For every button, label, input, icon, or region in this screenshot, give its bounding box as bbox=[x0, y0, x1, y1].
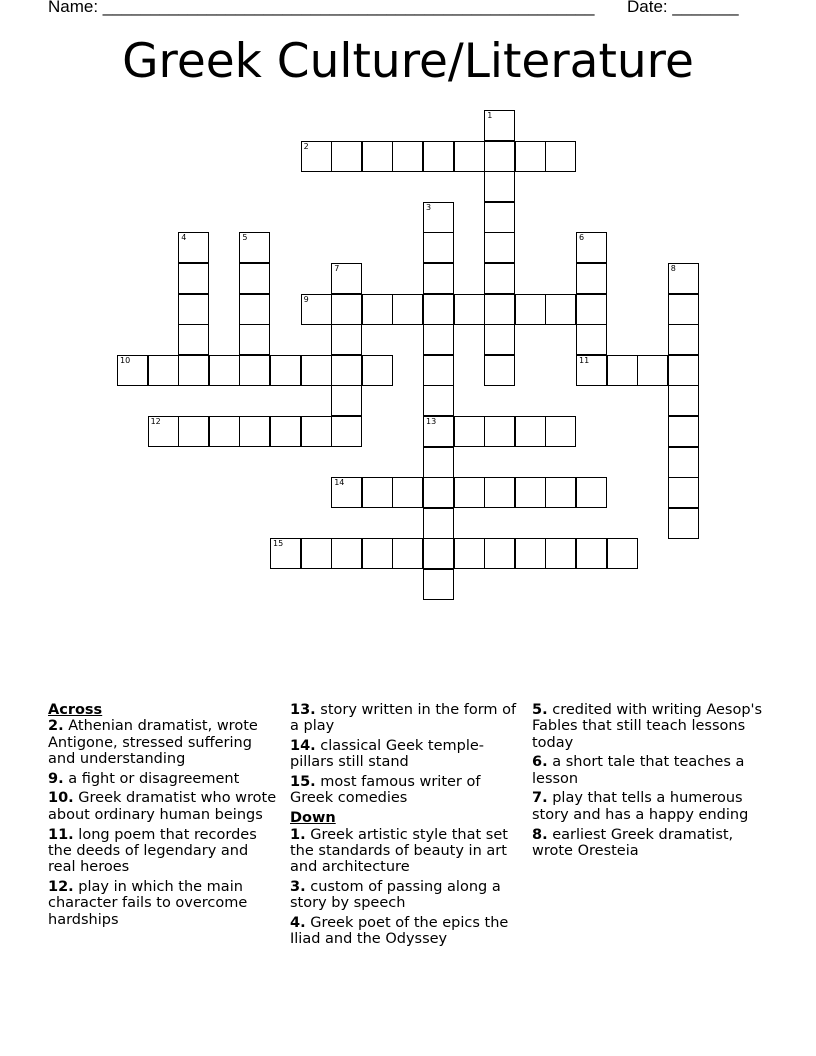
grid-cell[interactable] bbox=[331, 263, 362, 294]
down-clue bbox=[532, 702, 764, 751]
grid-cell[interactable] bbox=[148, 416, 179, 447]
clue-text: most famous writer of Greek comedies bbox=[290, 774, 481, 807]
grid-cell[interactable] bbox=[423, 447, 454, 478]
grid-cell[interactable] bbox=[331, 141, 362, 172]
clues-column-3 bbox=[532, 702, 764, 863]
grid-cell[interactable] bbox=[209, 416, 240, 447]
grid-cell[interactable] bbox=[515, 538, 546, 569]
down-clue bbox=[290, 915, 522, 948]
clue-number: 14 bbox=[334, 478, 345, 488]
clue-number: 6 bbox=[579, 233, 585, 243]
grid-cell[interactable] bbox=[178, 324, 209, 355]
grid-cell[interactable] bbox=[515, 416, 546, 447]
clue-text: Greek dramatist who wrote about ordinary human beings bbox=[48, 790, 277, 823]
grid-cell[interactable] bbox=[331, 294, 362, 325]
grid-cell[interactable] bbox=[423, 385, 454, 416]
across-clue bbox=[48, 879, 280, 928]
grid-cell[interactable] bbox=[576, 263, 607, 294]
grid-cell[interactable] bbox=[668, 477, 699, 508]
grid-cell[interactable] bbox=[668, 263, 699, 294]
clue-text: long poem that recordes the deeds of legendary and real heroes bbox=[48, 826, 257, 876]
grid-cell[interactable] bbox=[178, 416, 209, 447]
grid-cell[interactable] bbox=[239, 324, 270, 355]
grid-cell[interactable] bbox=[423, 294, 454, 325]
grid-cell[interactable] bbox=[545, 294, 576, 325]
grid-cell[interactable] bbox=[484, 232, 515, 263]
grid-cell[interactable] bbox=[239, 232, 270, 263]
grid-cell[interactable] bbox=[423, 508, 454, 539]
down-clue bbox=[532, 827, 764, 860]
clue-text: story written in the form of a play bbox=[290, 702, 517, 735]
grid-cell[interactable] bbox=[423, 569, 454, 600]
grid-cell[interactable] bbox=[484, 324, 515, 355]
grid-cell[interactable] bbox=[515, 294, 546, 325]
grid-cell[interactable] bbox=[454, 141, 485, 172]
grid-cell[interactable] bbox=[484, 263, 515, 294]
clue-text: classical Geek temple-pillars still stand bbox=[290, 738, 485, 771]
grid-cell[interactable] bbox=[270, 416, 301, 447]
name-field-label: Name: ____________________________________________________ bbox=[48, 0, 595, 16]
clue-number: 3 bbox=[426, 202, 432, 212]
grid-cell[interactable] bbox=[576, 355, 607, 386]
clue-text: earliest Greek dramatist, wrote Oresteia bbox=[532, 826, 734, 859]
grid-cell[interactable] bbox=[301, 141, 332, 172]
grid-cell[interactable] bbox=[668, 294, 699, 325]
down-clue bbox=[290, 879, 522, 912]
grid-cell[interactable] bbox=[362, 294, 393, 325]
clues-column-2 bbox=[290, 702, 522, 951]
grid-cell[interactable] bbox=[148, 355, 179, 386]
clue-number-label: 10. bbox=[48, 790, 74, 807]
grid-cell[interactable] bbox=[362, 355, 393, 386]
grid-cell[interactable] bbox=[362, 141, 393, 172]
grid-cell[interactable] bbox=[545, 416, 576, 447]
grid-cell[interactable] bbox=[270, 355, 301, 386]
grid-cell[interactable] bbox=[423, 141, 454, 172]
across-clue bbox=[290, 774, 522, 807]
grid-cell[interactable] bbox=[270, 538, 301, 569]
clue-number: 2 bbox=[303, 141, 309, 151]
grid-cell[interactable] bbox=[423, 416, 454, 447]
clue-text: custom of passing along a story by speech bbox=[290, 878, 501, 912]
grid-cell[interactable] bbox=[331, 477, 362, 508]
grid-cell[interactable] bbox=[301, 416, 332, 447]
clue-text: a fight or disagreement bbox=[63, 770, 240, 787]
grid-cell[interactable] bbox=[576, 324, 607, 355]
clue-number-label: 14. bbox=[290, 738, 316, 755]
grid-cell[interactable] bbox=[392, 477, 423, 508]
grid-cell[interactable] bbox=[484, 294, 515, 325]
clue-number-label: 2. bbox=[48, 718, 64, 735]
clue-number-label: 1. bbox=[290, 826, 306, 843]
grid-cell[interactable] bbox=[637, 355, 668, 386]
clue-number-label: 6. bbox=[532, 754, 548, 771]
clue-number-label: 8. bbox=[532, 826, 548, 843]
grid-cell[interactable] bbox=[209, 355, 240, 386]
clue-number: 12 bbox=[150, 417, 161, 426]
grid-cell[interactable] bbox=[178, 263, 209, 294]
across-clue bbox=[48, 718, 280, 767]
clue-number: 9 bbox=[303, 294, 309, 304]
grid-cell[interactable] bbox=[668, 416, 699, 447]
clue-number: 10 bbox=[120, 355, 131, 365]
grid-cell[interactable] bbox=[576, 232, 607, 263]
clue-number-label: 5. bbox=[532, 702, 548, 718]
grid-cell[interactable] bbox=[423, 355, 454, 386]
clue-number-label: 13. bbox=[290, 702, 316, 718]
grid-cell[interactable] bbox=[301, 538, 332, 569]
grid-cell[interactable] bbox=[239, 416, 270, 447]
grid-cell[interactable] bbox=[301, 294, 332, 325]
grid-cell[interactable] bbox=[576, 477, 607, 508]
grid-cell[interactable] bbox=[668, 324, 699, 355]
grid-cell[interactable] bbox=[178, 355, 209, 386]
down-clue bbox=[532, 790, 764, 823]
clue-number: 4 bbox=[181, 233, 187, 243]
clue-number: 11 bbox=[579, 355, 590, 365]
clue-number: 7 bbox=[334, 264, 340, 273]
grid-cell[interactable] bbox=[178, 294, 209, 325]
grid-cell[interactable] bbox=[515, 141, 546, 172]
clue-number-label: 12. bbox=[48, 878, 74, 895]
clue-text: credited with writing Aesop's Fables that still teach lessons today bbox=[532, 702, 763, 751]
grid-cell[interactable] bbox=[545, 141, 576, 172]
grid-cell[interactable] bbox=[668, 447, 699, 478]
down-clue bbox=[290, 827, 522, 876]
grid-cell[interactable] bbox=[454, 477, 485, 508]
across-clue-list-continued bbox=[290, 702, 522, 807]
grid-cell[interactable] bbox=[607, 538, 638, 569]
grid-cell[interactable] bbox=[392, 141, 423, 172]
grid-cell[interactable] bbox=[331, 416, 362, 447]
grid-cell[interactable] bbox=[301, 355, 332, 386]
clue-text: a short tale that teaches a lesson bbox=[532, 754, 745, 787]
down-clue bbox=[532, 754, 764, 787]
grid-cell[interactable] bbox=[576, 294, 607, 325]
grid-cell[interactable] bbox=[239, 263, 270, 294]
grid-cell[interactable] bbox=[545, 477, 576, 508]
grid-cell[interactable] bbox=[484, 171, 515, 202]
grid-cell[interactable] bbox=[392, 538, 423, 569]
across-clue-list bbox=[48, 718, 280, 928]
down-clue-list bbox=[290, 827, 522, 948]
grid-cell[interactable] bbox=[515, 477, 546, 508]
grid-cell[interactable] bbox=[607, 355, 638, 386]
grid-cell[interactable] bbox=[331, 385, 362, 416]
grid-cell[interactable] bbox=[423, 324, 454, 355]
grid-cell[interactable] bbox=[484, 202, 515, 233]
grid-cell[interactable] bbox=[331, 355, 362, 386]
grid-cell[interactable] bbox=[331, 538, 362, 569]
clue-text: Athenian dramatist, wrote Antigone, stressed suffering and understanding bbox=[48, 718, 258, 767]
grid-cell[interactable] bbox=[117, 355, 148, 386]
across-clue bbox=[48, 771, 280, 787]
grid-cell[interactable] bbox=[423, 477, 454, 508]
clue-number-label: 3. bbox=[290, 878, 306, 895]
across-clue bbox=[48, 790, 280, 823]
grid-cell[interactable] bbox=[484, 110, 515, 141]
clue-number: 15 bbox=[273, 539, 284, 549]
grid-cell[interactable] bbox=[239, 355, 270, 386]
across-clue bbox=[290, 738, 522, 771]
across-clue bbox=[290, 702, 522, 735]
grid-cell[interactable] bbox=[484, 141, 515, 172]
page-title: Greek Culture/Literature bbox=[122, 34, 694, 89]
grid-cell[interactable] bbox=[362, 538, 393, 569]
grid-cell[interactable] bbox=[668, 508, 699, 539]
clue-number-label: 4. bbox=[290, 915, 306, 932]
grid-cell[interactable] bbox=[484, 538, 515, 569]
clue-number-label: 7. bbox=[532, 790, 548, 807]
grid-cell[interactable] bbox=[668, 355, 699, 386]
across-clue bbox=[48, 827, 280, 876]
clues-column-1 bbox=[48, 702, 280, 931]
clue-number: 13 bbox=[426, 417, 437, 426]
grid-cell[interactable] bbox=[362, 477, 393, 508]
clue-number-label: 11. bbox=[48, 826, 74, 843]
clue-text: play that tells a humerous story and has a happy ending bbox=[532, 790, 749, 823]
grid-cell[interactable] bbox=[331, 324, 362, 355]
grid-cell[interactable] bbox=[423, 202, 454, 233]
across-heading: Across bbox=[48, 702, 103, 718]
date-field-label: Date: _______ bbox=[627, 0, 739, 16]
clue-text: Greek poet of the epics the Iliad and the Odyssey bbox=[290, 915, 509, 948]
grid-cell[interactable] bbox=[484, 477, 515, 508]
grid-cell[interactable] bbox=[484, 416, 515, 447]
clue-number: 8 bbox=[670, 264, 676, 273]
clue-number: 1 bbox=[487, 111, 493, 120]
grid-cell[interactable] bbox=[454, 294, 485, 325]
grid-cell[interactable] bbox=[423, 538, 454, 569]
grid-cell[interactable] bbox=[239, 294, 270, 325]
clue-number-label: 9. bbox=[48, 770, 64, 787]
grid-cell[interactable] bbox=[423, 263, 454, 294]
grid-cell[interactable] bbox=[668, 385, 699, 416]
clue-text: Greek artistic style that set the standards of beauty in art and architecture bbox=[290, 826, 508, 876]
down-clue-list-continued bbox=[532, 702, 764, 859]
clue-number: 5 bbox=[242, 233, 248, 243]
down-heading: Down bbox=[290, 810, 336, 827]
grid-cell[interactable] bbox=[178, 232, 209, 263]
grid-cell[interactable] bbox=[454, 538, 485, 569]
grid-cell[interactable] bbox=[545, 538, 576, 569]
grid-cell[interactable] bbox=[423, 232, 454, 263]
grid-cell[interactable] bbox=[576, 538, 607, 569]
clue-text: play in which the main character fails to overcome hardships bbox=[48, 878, 248, 928]
grid-cell[interactable] bbox=[392, 294, 423, 325]
clue-number-label: 15. bbox=[290, 774, 316, 791]
grid-cell[interactable] bbox=[484, 355, 515, 386]
grid-cell[interactable] bbox=[454, 416, 485, 447]
